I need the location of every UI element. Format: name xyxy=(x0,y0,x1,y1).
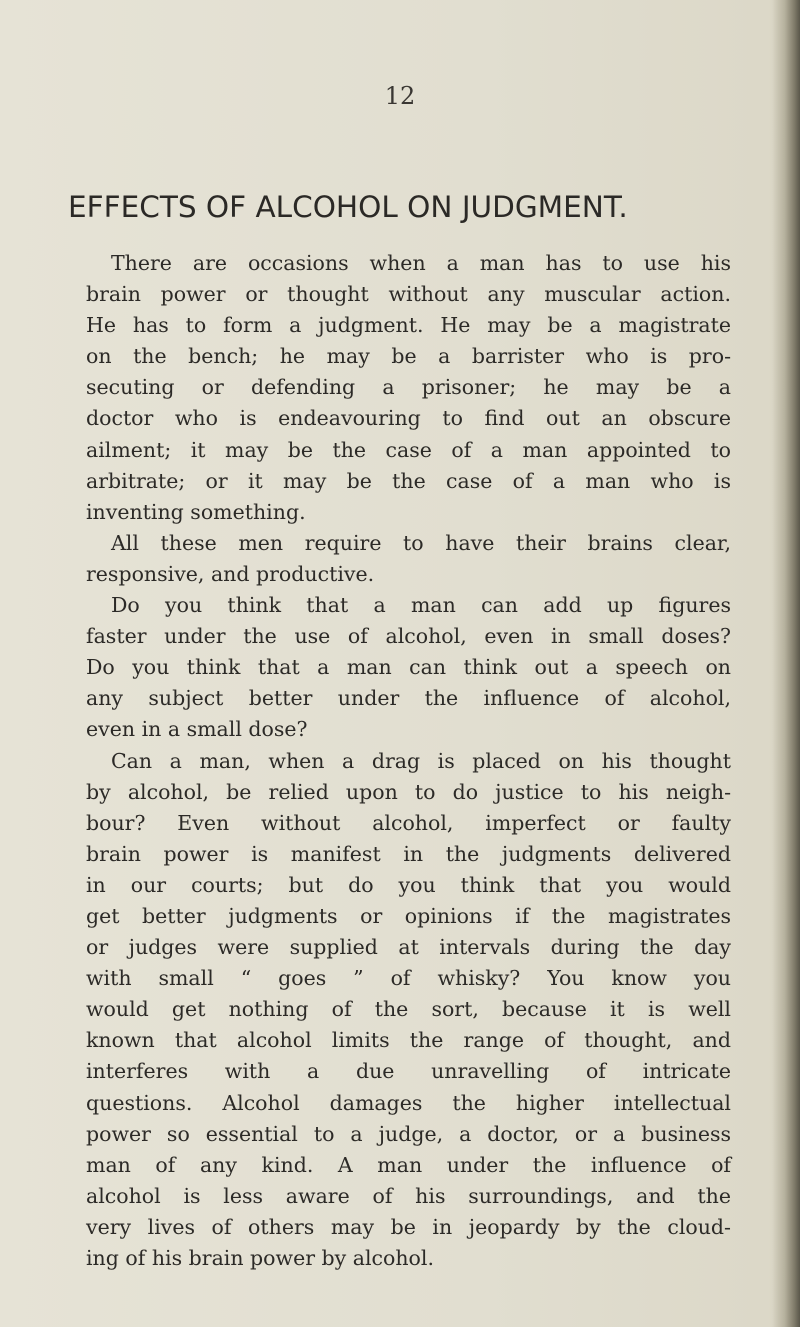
text-line: brain power or thought without any muscular action. xyxy=(86,282,731,307)
text-line: Do you think that a man can think out a speech on xyxy=(86,655,731,680)
text-line: alcohol is less aware of his surroundings, and the xyxy=(86,1183,731,1208)
text-line: interferes with a due unravelling of intricate xyxy=(86,1059,731,1084)
text-line: in our courts; but do you think that you would xyxy=(86,872,731,897)
text-line: power so essential to a judge, a doctor, or a business xyxy=(86,1121,731,1146)
text-line: or judges were supplied at intervals during the day xyxy=(86,935,731,960)
text-line: Do you think that a man can add up figures xyxy=(111,593,731,618)
text-line: bour? Even without alcohol, imperfect or faulty xyxy=(86,810,731,835)
text-line: ing of his brain power by alcohol. xyxy=(86,1246,434,1270)
text-line: All these men require to have their brains clear, xyxy=(111,530,731,555)
text-line: brain power is manifest in the judgments delivered xyxy=(86,841,731,866)
text-line: responsive, and productive. xyxy=(86,561,375,586)
text-line: doctor who is endeavouring to find out an obscure xyxy=(86,406,731,431)
text-line: questions. Alcohol damages the higher intellectual xyxy=(86,1090,731,1115)
page-number: 12 xyxy=(384,82,416,110)
text-line: He has to form a judgment. He may be a magistrate xyxy=(86,313,731,338)
text-line: with small “ goes ” of whisky? You know you xyxy=(86,966,731,991)
text-line: would get nothing of the sort, because it is well xyxy=(86,997,731,1022)
text-line: There are occasions when a man has to use his xyxy=(111,251,731,275)
text-line: any subject better under the influence of alcohol, xyxy=(86,686,731,711)
text-line: inventing something. xyxy=(86,499,306,524)
text-line: Can a man, when a drag is placed on his thought xyxy=(111,748,731,773)
text-line: arbitrate; or it may be the case of a man who is xyxy=(86,468,731,493)
page-edge-shadow xyxy=(772,0,800,1327)
text-line: very lives of others may be in jeopardy by the cloud- xyxy=(86,1214,731,1239)
text-line: known that alcohol limits the range of thought, and xyxy=(86,1028,731,1053)
text-line: by alcohol, be relied upon to do justice to his neigh- xyxy=(86,779,731,804)
section-heading: EFFECTS OF ALCOHOL ON JUDGMENT. xyxy=(68,190,628,224)
text-line: faster under the use of alcohol, even in small doses? xyxy=(86,624,731,649)
text-line: ailment; it may be the case of a man appointed to xyxy=(86,437,731,462)
text-line: man of any kind. A man under the influence of xyxy=(86,1152,731,1177)
text-line: even in a small dose? xyxy=(86,717,308,742)
text-line: secuting or defending a prisoner; he may be a xyxy=(86,375,731,400)
body-text xyxy=(86,248,731,1274)
text-line: on the bench; he may be a barrister who is pro- xyxy=(86,344,731,369)
text-line: get better judgments or opinions if the magistrates xyxy=(86,903,731,928)
